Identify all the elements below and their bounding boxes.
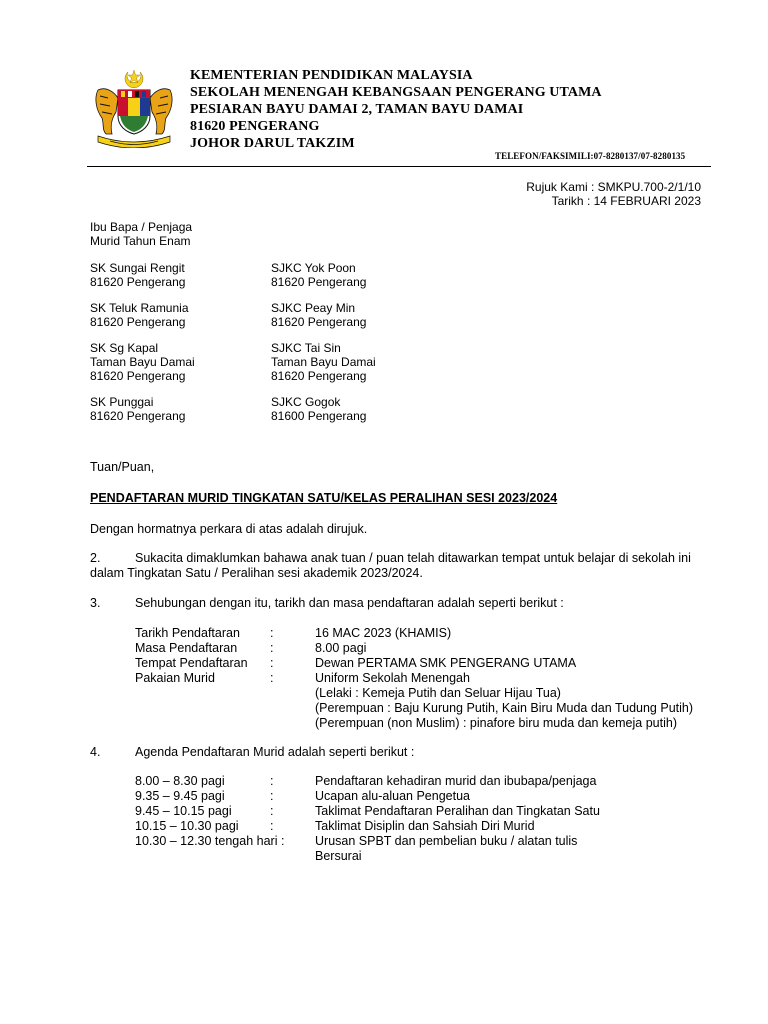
- school-name-line: SK Sg Kapal: [90, 341, 159, 355]
- registration-time-value: 8.00 pagi: [315, 641, 367, 655]
- colon: :: [270, 641, 274, 655]
- coat-of-arms-logo: [90, 68, 178, 148]
- school-postcode-line: 81620 Pengerang: [271, 315, 367, 329]
- colon: :: [270, 656, 274, 670]
- attire-label: Pakaian Murid: [135, 671, 215, 685]
- attire-value: Uniform Sekolah Menengah: [315, 671, 470, 685]
- right-tiger-icon: [150, 89, 172, 134]
- school-name: SEKOLAH MENENGAH KEBANGSAAN PENGERANG UTAMA: [190, 85, 602, 100]
- registration-venue-value: Dewan PERTAMA SMK PENGERANG UTAMA: [315, 656, 577, 670]
- letterhead: [190, 67, 602, 152]
- para2-line1: Sukacita dimaklumkan bahawa anak tuan / puan telah ditawarkan tempat untuk belajar di sekolah ini: [135, 551, 691, 565]
- para3-text: Sehubungan dengan itu, tarikh dan masa pendaftaran adalah seperti berikut :: [135, 596, 564, 610]
- letter-subject: PENDAFTARAN MURID TINGKATAN SATU/KELAS PERALIHAN SESI 2023/2024: [90, 491, 558, 505]
- colon: :: [270, 626, 274, 640]
- left-tiger-icon: [96, 89, 118, 134]
- school-postcode-line: 81620 Pengerang: [271, 369, 367, 383]
- agenda-time: 9.45 – 10.15 pagi: [135, 804, 232, 818]
- school-area-line: Taman Bayu Damai: [271, 355, 376, 369]
- school-address-sjkc-yok-poon: [271, 261, 366, 289]
- school-postcode-line: 81600 Pengerang: [271, 409, 367, 423]
- agenda-item: Pendaftaran kehadiran murid dan ibubapa/penjaga: [315, 774, 597, 788]
- colon: :: [270, 774, 274, 788]
- registration-date-value: 16 MAC 2023 (KHAMIS): [315, 626, 452, 640]
- agenda-closing: Bersurai: [315, 849, 362, 863]
- school-name-line: SJKC Peay Min: [271, 301, 356, 315]
- school-address-sk-sungai-rengit: [90, 261, 185, 289]
- agenda-time: 10.15 – 10.30 pagi: [135, 819, 239, 833]
- recipient-line2: Murid Tahun Enam: [90, 234, 191, 248]
- agenda-time: 8.00 – 8.30 pagi: [135, 774, 225, 788]
- school-address-sjkc-gogok: [271, 395, 366, 423]
- colon: :: [270, 819, 274, 833]
- telephone-fax: TELEFON/FAKSIMILI:07-8280137/07-8280135: [495, 151, 686, 161]
- school-postcode-line: 81620 Pengerang: [90, 275, 186, 289]
- motto-scroll-icon: [98, 136, 170, 148]
- para3-number: 3.: [90, 596, 101, 610]
- school-name-line: SJKC Tai Sin: [271, 341, 341, 355]
- para4-text: Agenda Pendaftaran Murid adalah seperti berikut :: [135, 745, 415, 759]
- para2-number: 2.: [90, 551, 101, 565]
- agenda-item: Urusan SPBT dan pembelian buku / alatan tulis: [315, 834, 578, 848]
- school-name-line: SJKC Gogok: [271, 395, 341, 409]
- school-postcode-line: 81620 Pengerang: [271, 275, 367, 289]
- attire-female-non-muslim: (Perempuan (non Muslim) : pinafore biru muda dan kemeja putih): [315, 716, 677, 730]
- school-address-line3: JOHOR DARUL TAKZIM: [190, 136, 355, 151]
- school-address-line1: PESIARAN BAYU DAMAI 2, TAMAN BAYU DAMAI: [190, 102, 524, 117]
- agenda-time: 9.35 – 9.45 pagi: [135, 789, 225, 803]
- school-name-line: SK Sungai Rengit: [90, 261, 185, 275]
- school-name-line: SK Teluk Ramunia: [90, 301, 189, 315]
- header-divider: [87, 166, 711, 167]
- registration-time-label: Masa Pendaftaran: [135, 641, 238, 655]
- colon: :: [270, 671, 274, 685]
- school-address-sjkc-peay-min: [271, 301, 366, 329]
- colon: :: [270, 789, 274, 803]
- school-address-sk-teluk-ramunia: [90, 301, 189, 329]
- registration-date-label: Tarikh Pendaftaran: [135, 626, 240, 640]
- school-area-line: Taman Bayu Damai: [90, 355, 195, 369]
- reference-block: [526, 180, 701, 208]
- colon: :: [270, 804, 274, 818]
- agenda-item: Taklimat Disiplin dan Sahsiah Diri Murid: [315, 819, 535, 833]
- salutation: Tuan/Puan,: [90, 460, 155, 474]
- attire-female: (Perempuan : Baju Kurung Putih, Kain Biru Muda dan Tudung Putih): [315, 701, 694, 715]
- recipient-line1: Ibu Bapa / Penjaga: [90, 220, 193, 234]
- para2-line2: dalam Tingkatan Satu / Peralihan sesi akademik 2023/2024.: [90, 566, 423, 580]
- school-address-sk-punggai: [90, 395, 185, 423]
- school-name-line: SK Punggai: [90, 395, 154, 409]
- registration-venue-label: Tempat Pendaftaran: [135, 656, 248, 670]
- school-name-line: SJKC Yok Poon: [271, 261, 356, 275]
- opening-sentence: Dengan hormatnya perkara di atas adalah dirujuk.: [90, 522, 368, 536]
- school-address-sjkc-tai-sin: [271, 341, 376, 383]
- recipient-block: [90, 220, 192, 248]
- school-postcode-line: 81620 Pengerang: [90, 315, 186, 329]
- para4-number: 4.: [90, 745, 101, 759]
- school-postcode-line: 81620 Pengerang: [90, 369, 186, 383]
- letter-date: Tarikh : 14 FEBRUARI 2023: [551, 194, 701, 208]
- school-postcode-line: 81620 Pengerang: [90, 409, 186, 423]
- attire-male: (Lelaki : Kemeja Putih dan Seluar Hijau Tua): [315, 686, 561, 700]
- school-address-line2: 81620 PENGERANG: [190, 119, 320, 134]
- ministry-name: KEMENTERIAN PENDIDIKAN MALAYSIA: [190, 68, 473, 83]
- agenda-item: Ucapan alu-aluan Pengetua: [315, 789, 470, 803]
- agenda-time: 10.30 – 12.30 tengah hari :: [135, 834, 285, 848]
- school-address-sk-sg-kapal: [90, 341, 195, 383]
- reference-number: Rujuk Kami : SMKPU.700-2/1/10: [526, 180, 701, 194]
- agenda-item: Taklimat Pendaftaran Peralihan dan Tingkatan Satu: [315, 804, 600, 818]
